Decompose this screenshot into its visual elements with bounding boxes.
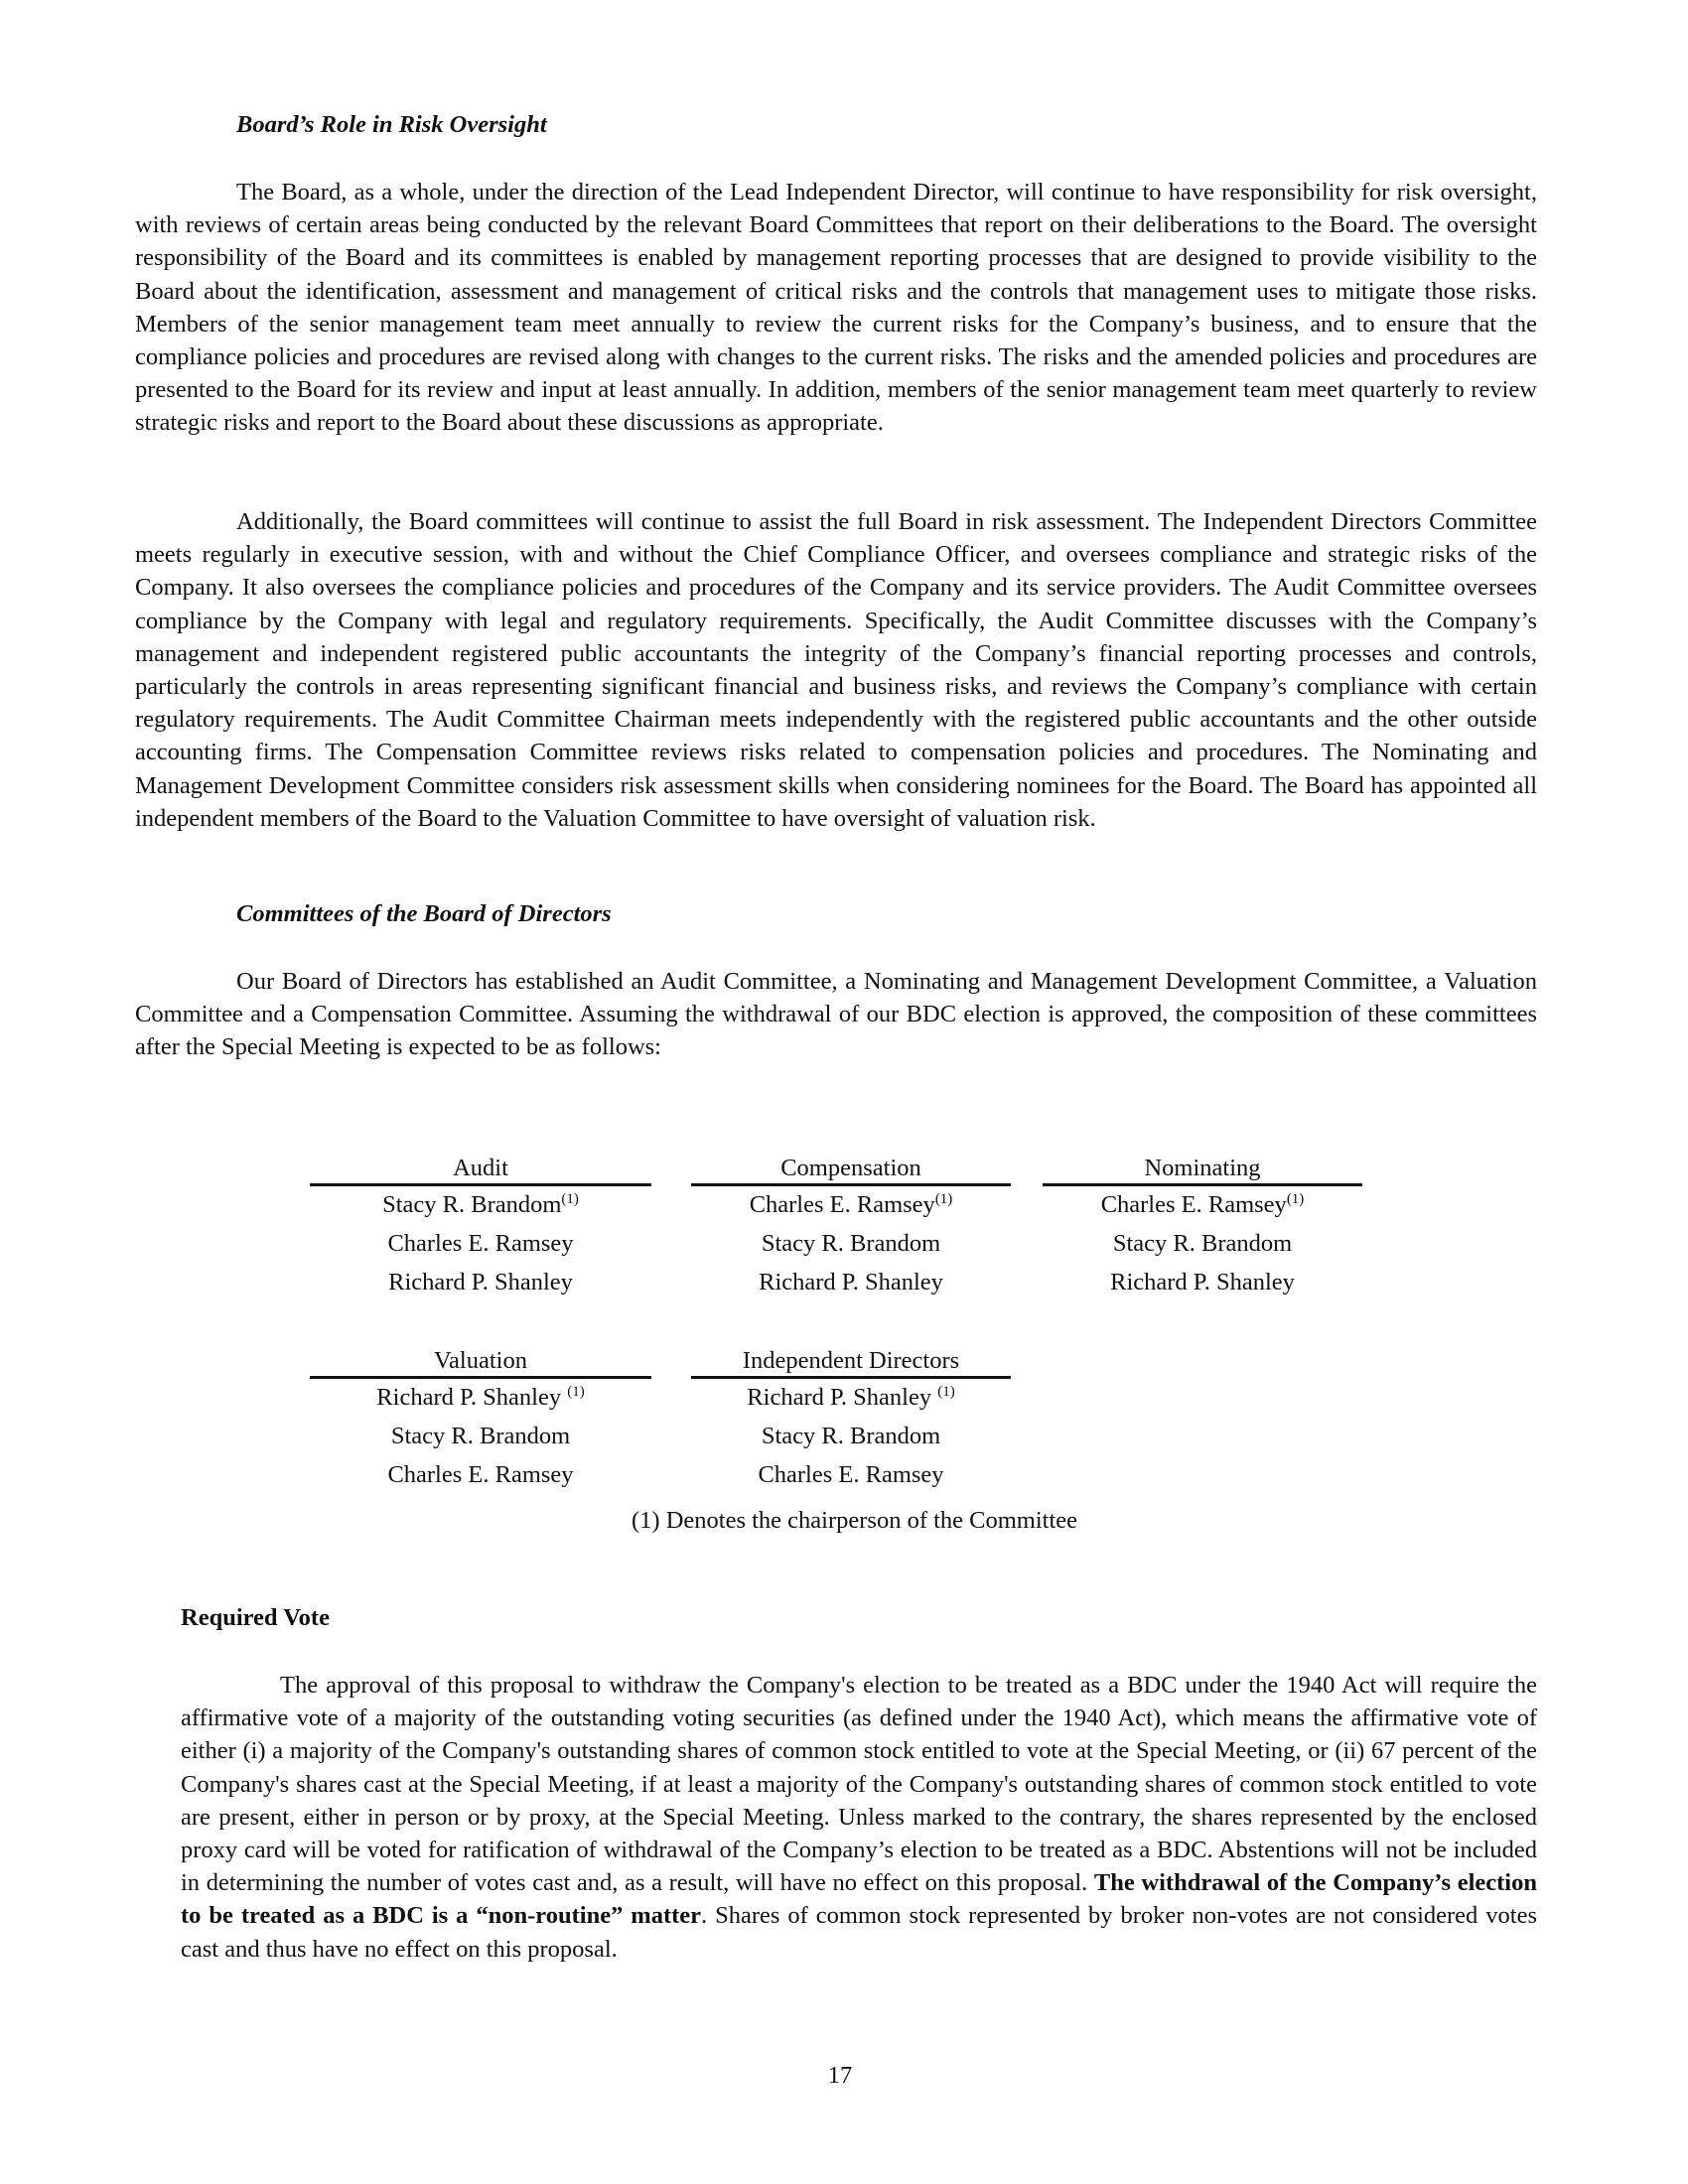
committee-chair: Richard P. Shanley $^{(1)}$ <box>747 1384 955 1411</box>
committee-name: Audit <box>453 1155 508 1181</box>
chair-marker: (1) <box>1286 1191 1305 1207</box>
chairperson-footnote: (1) Denotes the chairperson of the Committee <box>632 1507 1078 1534</box>
risk-oversight-heading: Board’s Role in Risk Oversight <box>236 111 547 138</box>
chair-marker: (1) <box>567 1384 585 1400</box>
committee-name: Nominating <box>1144 1155 1261 1181</box>
committees-heading: Committees of the Board of Directors <box>236 900 612 927</box>
committees-intro-paragraph: Our Board of Directors has established an Audit Committee, a Nominating and Management Development Committee, a Valuation Committee and a Compensation Committee. Assuming the withdrawal of our BDC election is approved, the composition of these committees after the Special Meeting is expected to be as follows: <box>135 968 1537 1061</box>
committee-valuation <box>310 1345 651 1495</box>
page-number: 17 <box>827 2062 853 2089</box>
committee-member: Richard P. Shanley <box>759 1269 943 1296</box>
committee-compensation <box>691 1153 1011 1302</box>
committee-independent-directors <box>691 1345 1011 1495</box>
committee-member: Stacy R. Brandom <box>761 1423 941 1449</box>
committee-chair: Charles E. Ramsey$^{(1)}$ <box>1100 1191 1305 1218</box>
committee-member: Charles E. Ramsey <box>387 1230 574 1257</box>
committee-member: Richard P. Shanley <box>388 1269 573 1296</box>
committee-member: Charles E. Ramsey <box>387 1461 574 1488</box>
committee-chair: Richard P. Shanley $^{(1)}$ <box>376 1384 585 1411</box>
required-vote-heading: Required Vote <box>181 1604 330 1631</box>
committee-member: Stacy R. Brandom <box>761 1230 941 1257</box>
committee-chair: Charles E. Ramsey$^{(1)}$ <box>749 1191 953 1218</box>
risk-oversight-paragraph-2: Additionally, the Board committees will continue to assist the full Board in risk assessment. The Independent Directors Committee meets regularly in executive session, with and without the Chief Compliance Officer, and oversees compliance and strategic risks of the Company. It also oversees the compliance policies and procedures of the Company and its service providers. The Audit Committee oversees compliance by the Company with legal and regulatory requirements. Specifically, the Audit Committee discusses with the Company’s management and independent registered public accountants the integrity of the Company’s financial reporting processes and controls, particularly the controls in areas representing significant financial and business risks, and reviews the Company’s compliance with certain regulatory requirements. The Audit Committee Chairman meets independently with the registered public accountants and the other outside accounting firms. The Compensation Committee reviews risks related to compensation policies and procedures. The Nominating and Management Development Committee considers risk assessment skills when considering nominees for the Board. The Board has appointed all independent members of the Board to the Valuation Committee to have oversight of valuation risk. <box>135 508 1537 832</box>
chair-marker: (1) <box>561 1191 579 1207</box>
chair-marker: (1) <box>934 1191 953 1207</box>
risk-oversight-paragraph-1: The Board, as a whole, under the direction of the Lead Independent Director, will continue to have responsibility for risk oversight, with reviews of certain areas being conducted by the relevant Board Committees that report on their deliberations to the Board. The oversight responsibility of the Board and its committees is enabled by management reporting processes that are designed to provide visibility to the Board about the identification, assessment and management of critical risks and the controls that management uses to mitigate those risks. Members of the senior management team meet annually to review the current risks for the Company’s business, and to ensure that the compliance policies and procedures are revised along with changes to the current risks. The risks and the amended policies and procedures are presented to the Board for its review and input at least annually. In addition, members of the senior management team meet quarterly to review strategic risks and report to the Board about these discussions as appropriate. <box>135 179 1537 437</box>
committee-chair: Stacy R. Brandom$^{(1)}$ <box>382 1191 579 1218</box>
committee-name: Independent Directors <box>742 1347 960 1374</box>
chair-marker: (1) <box>937 1384 955 1400</box>
non-routine-statement: The withdrawal of the Company’s election to be treated as a BDC is a “non-routine” matter <box>181 1869 1537 1930</box>
required-vote-paragraph: The approval of this proposal to withdraw the Company's election to be treated as a BDC under the 1940 Act will require the affirmative vote of a majority of the outstanding voting securities (as defined under the 1940 Act), which means the affirmative vote of either (i) a majority of the Company's outstanding shares of common stock entitled to vote at the Special Meeting, or (ii) 67 percent of the Company's shares cast at the Special Meeting, if at least a majority of the Company's outstanding shares of common stock entitled to vote are present, either in person or by proxy, at the Special Meeting. Unless marked to the contrary, the shares represented by the enclosed proxy card will be voted for ratification of withdrawal of the Company’s election to be treated as a BDC. Abstentions will not be included in determining the number of votes cast and, as a result, will have no effect on this proposal. The withdrawal of the Company’s election to be treated as a BDC is a “non-routine” matter. Shares of common stock represented by broker non-votes are not considered votes cast and thus have no effect on this proposal. <box>181 1672 1537 1963</box>
committee-audit <box>310 1153 651 1302</box>
committee-member: Stacy R. Brandom <box>390 1423 571 1449</box>
committee-member: Stacy R. Brandom <box>1112 1230 1293 1257</box>
committee-member: Richard P. Shanley <box>1110 1269 1295 1296</box>
committee-name: Valuation <box>434 1347 527 1374</box>
committee-name: Compensation <box>780 1155 921 1181</box>
committee-nominating <box>1043 1153 1362 1302</box>
committee-member: Charles E. Ramsey <box>758 1461 944 1488</box>
